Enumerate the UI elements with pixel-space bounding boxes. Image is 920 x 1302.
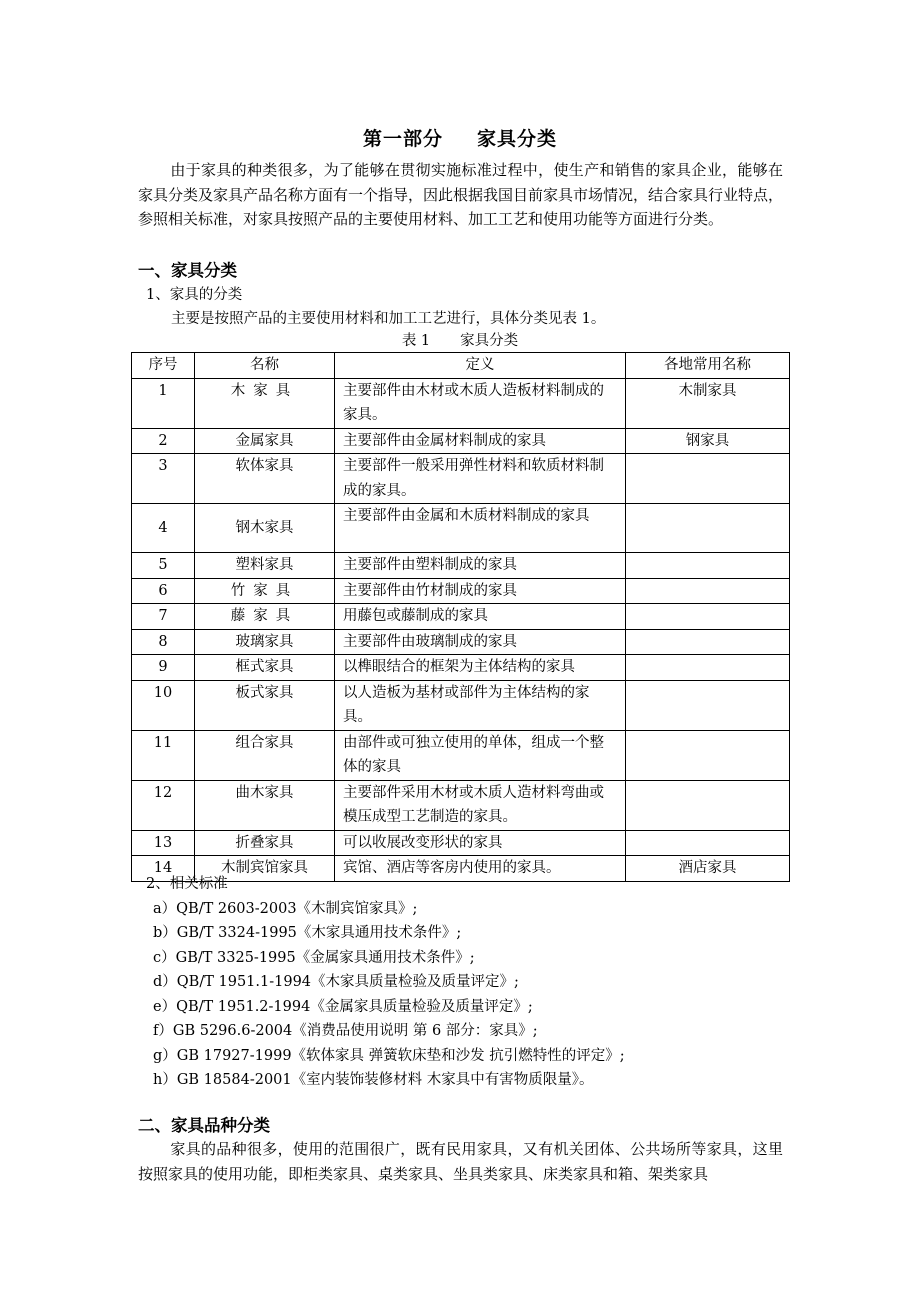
title-part: 第一部分 [362, 128, 443, 150]
cell-common-name [626, 578, 790, 604]
cell-definition: 主要部件由玻璃制成的家具 [335, 629, 626, 655]
standard-item: b）GB/T 3324-1995《木家具通用技术条件》; [153, 925, 462, 941]
cell-name: 玻璃家具 [195, 629, 335, 655]
table-caption-title: 家具分类 [460, 333, 519, 349]
col-header-no: 序号 [132, 353, 195, 379]
cell-no: 4 [132, 504, 195, 553]
cell-name: 塑料家具 [195, 553, 335, 579]
standard-item: e）QB/T 1951.2-1994《金属家具质量检验及质量评定》; [153, 999, 533, 1015]
cell-common-name [626, 680, 790, 730]
cell-definition: 主要部件由金属材料制成的家具 [335, 428, 626, 454]
standard-item: h）GB 18584-2001《室内装饰装修材料 木家具中有害物质限量》。 [153, 1072, 594, 1088]
cell-name: 木家具 [195, 378, 335, 428]
cell-common-name: 木制家具 [626, 378, 790, 428]
table-row [132, 629, 790, 655]
standard-item: c）GB/T 3325-1995《金属家具通用技术条件》; [153, 950, 475, 966]
table-row [132, 578, 790, 604]
title-name: 家具分类 [477, 128, 558, 150]
cell-common-name [626, 604, 790, 630]
cell-definition: 主要部件由木材或木质人造板材料制成的家具。 [335, 378, 626, 428]
cell-definition: 用藤包或藤制成的家具 [335, 604, 626, 630]
cell-no: 12 [132, 780, 195, 830]
cell-definition: 宾馆、酒店等客房内使用的家具。 [335, 856, 626, 882]
cell-no: 10 [132, 680, 195, 730]
cell-name: 藤家具 [195, 604, 335, 630]
table-row [132, 780, 790, 830]
cell-common-name [626, 553, 790, 579]
intro-text: 由于家具的种类很多，为了能够在贯彻实施标准过程中，使生产和销售的家具企业，能够在家具分类及家具产品名称方面有一个指导，因此根据我国目前家具市场情况，结合家具行业特点，参照相关标准，对家具按照产品的主要使用材料、加工工艺和使用功能等方面进行分类。 [138, 161, 784, 228]
cell-definition: 以人造板为基材或部件为主体结构的家具。 [335, 680, 626, 730]
cell-no: 7 [132, 604, 195, 630]
section2-paragraph [138, 1137, 783, 1186]
cell-no: 9 [132, 655, 195, 681]
table-row [132, 730, 790, 780]
table-row [132, 655, 790, 681]
col-header-common-name: 各地常用名称 [626, 353, 790, 379]
table-row [132, 553, 790, 579]
table-row [132, 604, 790, 630]
standard-item: f）GB 5296.6-2004《消费品使用说明 第 6 部分：家具》; [153, 1023, 538, 1039]
page-title [0, 124, 920, 151]
cell-common-name [626, 454, 790, 504]
table-row [132, 454, 790, 504]
cell-name: 折叠家具 [195, 830, 335, 856]
table-caption [0, 329, 920, 350]
subsection-standards: 2、相关标准 [146, 876, 228, 892]
standard-item: a）QB/T 2603-2003《木制宾馆家具》; [153, 901, 418, 917]
cell-name: 曲木家具 [195, 780, 335, 830]
table-row [132, 378, 790, 428]
cell-no: 11 [132, 730, 195, 780]
cell-common-name [626, 780, 790, 830]
cell-common-name: 钢家具 [626, 428, 790, 454]
cell-name: 软体家具 [195, 454, 335, 504]
cell-definition: 以榫眼结合的框架为主体结构的家具 [335, 655, 626, 681]
standard-item: d）QB/T 1951.1-1994《木家具质量检验及质量评定》; [153, 974, 519, 990]
cell-no: 13 [132, 830, 195, 856]
cell-common-name: 酒店家具 [626, 856, 790, 882]
intro-paragraph [138, 158, 783, 232]
cell-common-name [626, 730, 790, 780]
cell-definition: 可以收展改变形状的家具 [335, 830, 626, 856]
cell-name: 框式家具 [195, 655, 335, 681]
table-row [132, 680, 790, 730]
subsection-classification-text: 主要是按照产品的主要使用材料和加工工艺进行，具体分类见表 1。 [171, 311, 606, 327]
classification-table [131, 352, 790, 882]
cell-definition: 主要部件一般采用弹性材料和软质材料制成的家具。 [335, 454, 626, 504]
cell-common-name [626, 655, 790, 681]
cell-no: 6 [132, 578, 195, 604]
cell-name: 板式家具 [195, 680, 335, 730]
table-caption-label: 表 1 [401, 333, 431, 349]
table-row [132, 830, 790, 856]
cell-name: 金属家具 [195, 428, 335, 454]
cell-common-name [626, 629, 790, 655]
col-header-definition: 定义 [335, 353, 626, 379]
table-row [132, 428, 790, 454]
standard-item: g）GB 17927-1999《软体家具 弹簧软床垫和沙发 抗引燃特性的评定》; [153, 1048, 625, 1064]
cell-name: 组合家具 [195, 730, 335, 780]
cell-name: 钢木家具 [195, 504, 335, 553]
section2-text: 家具的品种很多，使用的范围很广，既有民用家具，又有机关团体、公共场所等家具，这里按照家具的使用功能，即柜类家具、桌类家具、坐具类家具、床类家具和箱、架类家具 [138, 1140, 783, 1183]
cell-definition: 主要部件由金属和木质材料制成的家具 [335, 504, 626, 553]
table-header-row [132, 353, 790, 379]
cell-no: 2 [132, 428, 195, 454]
cell-no: 14 [132, 856, 195, 882]
cell-no: 3 [132, 454, 195, 504]
cell-no: 5 [132, 553, 195, 579]
subsection-classification: 1、家具的分类 [146, 287, 243, 303]
cell-name: 木制宾馆家具 [195, 856, 335, 882]
cell-no: 8 [132, 629, 195, 655]
cell-definition: 主要部件由竹材制成的家具 [335, 578, 626, 604]
cell-definition: 主要部件由塑料制成的家具 [335, 553, 626, 579]
table-row [132, 504, 790, 553]
section2-heading: 二、家具品种分类 [138, 1116, 270, 1135]
col-header-name: 名称 [195, 353, 335, 379]
section1-heading: 一、家具分类 [138, 261, 237, 280]
cell-no: 1 [132, 378, 195, 428]
cell-definition: 由部件或可独立使用的单体，组成一个整体的家具 [335, 730, 626, 780]
cell-common-name [626, 504, 790, 553]
cell-common-name [626, 830, 790, 856]
table-row [132, 856, 790, 882]
cell-definition: 主要部件采用木材或木质人造材料弯曲或模压成型工艺制造的家具。 [335, 780, 626, 830]
cell-name: 竹家具 [195, 578, 335, 604]
